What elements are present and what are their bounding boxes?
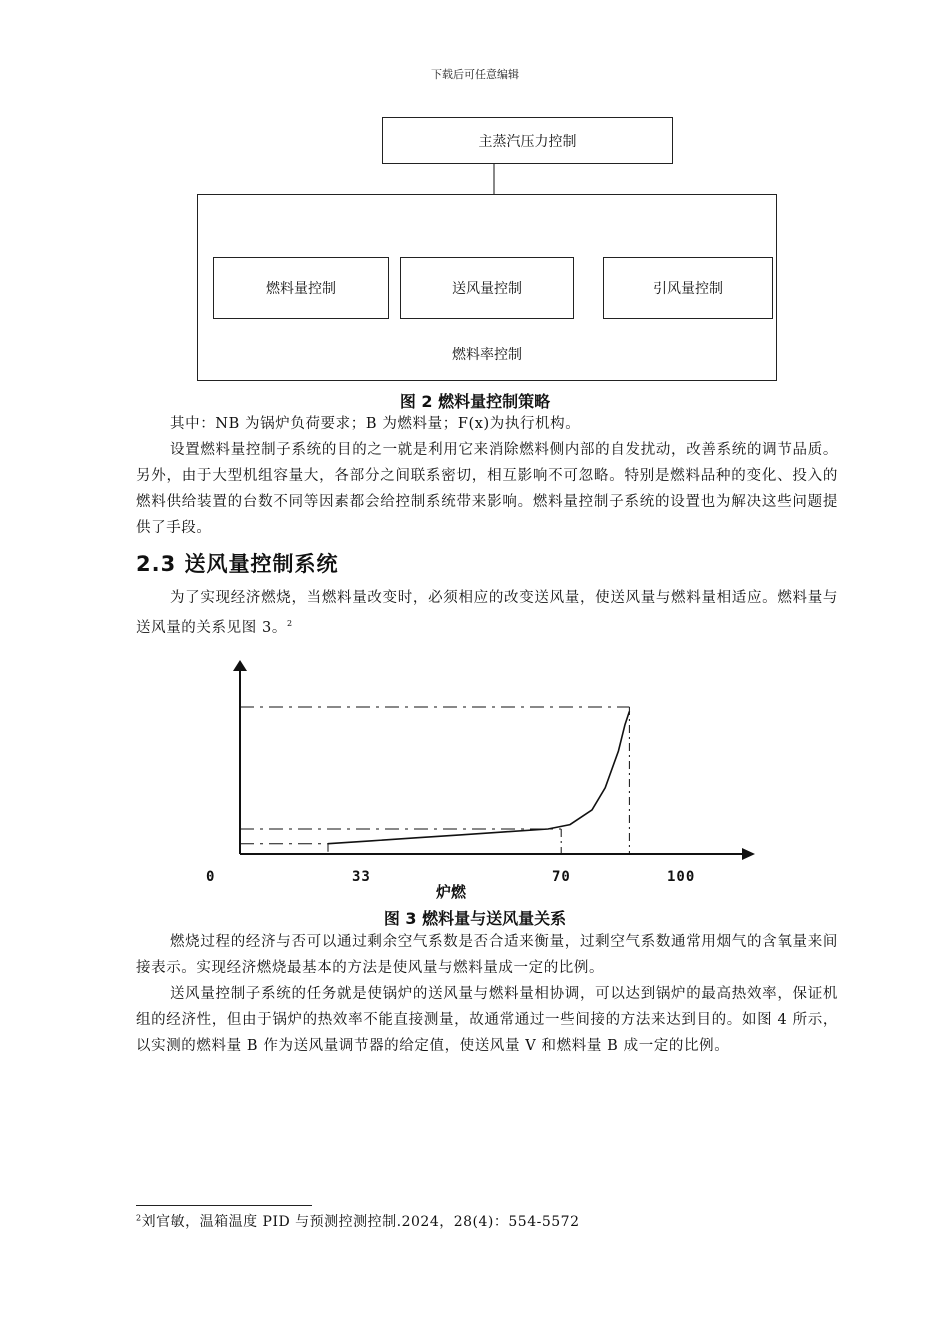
footnote-text: 刘官敏，温箱温度 PID 与预测控测控制.2024，28(4)：554-5572 [141,1214,580,1230]
paragraph-air-control-task: 送风量控制子系统的任务就是使锅炉的送风量与燃料量相协调，可以达到锅炉的最高热效率，保证机组的经济性，但由于锅炉的热效率不能直接测量，故通常通过一些间接的方法来达到目的。如图 4 所示，以实测的燃料量 B 作为送风量调节器的给定值，使送风量 V 和燃料量 B 成一定的比例。 [136,986,838,1054]
x-axis-arrow [742,848,755,860]
x-axis-label: 炉燃 [436,883,467,901]
x-tick-100: 100 [667,869,696,885]
x-tick-70: 70 [552,869,571,885]
reference-lines [240,707,629,854]
section-heading: 2.3 送风量控制系统 [136,552,339,576]
fuel-rate-control-box: 燃料率控制 [197,194,777,381]
footnote-mark: 2 [136,1213,142,1223]
paragraph-legend: 其中：NB 为锅炉负荷要求；B 为燃料量；F(x)为执行机构。 [170,416,581,432]
series-line [328,711,629,843]
paragraph-text: 为了实现经济燃烧，当燃料量改变时，必须相应的改变送风量，使送风量与燃料量相适应。燃料量与送风量的关系见图 3。 [136,590,838,636]
footnote [136,1211,579,1231]
page-header: 下载后可任意编辑 [431,68,519,81]
footnote-rule [136,1205,312,1206]
main-steam-pressure-box: 主蒸汽压力控制 [382,117,673,164]
paragraph-fuel-purpose: 设置燃料量控制子系统的目的之一就是利用它来消除燃料侧内部的自发扰动，改善系统的调节品质。另外，由于大型机组容量大，各部分之间联系密切，相互影响不可忽略。特别是燃料品种的变化、投入的燃料供给装置的台数不同等因素都会给控制系统带来影响。燃料量控制子系统的设置也为解决这些问题提供了手段。 [136,442,838,536]
footnote-ref: 2 [286,619,293,628]
figure-3-caption: 图 3 燃料量与送风量关系 [383,909,567,928]
paragraph-economic-combustion [136,585,838,641]
figure-2-caption: 图 2 燃料量控制策略 [399,392,551,411]
air-control-box: 送风量控制 [400,257,574,319]
induced-draft-box: 引风量控制 [603,257,773,319]
paragraph-excess-air: 燃烧过程的经济与否可以通过剩余空气系数是否合适来衡量，过剩空气系数通常用烟气的含氧量来间接表示。实现经济燃烧最基本的方法是使风量与燃料量成一定的比例。 [136,934,838,976]
figure-3-chart [200,655,780,905]
x-tick-33: 33 [352,869,371,885]
fuel-control-box: 燃料量控制 [213,257,389,319]
x-tick-0: 0 [206,869,216,885]
y-axis-arrow [233,660,247,671]
